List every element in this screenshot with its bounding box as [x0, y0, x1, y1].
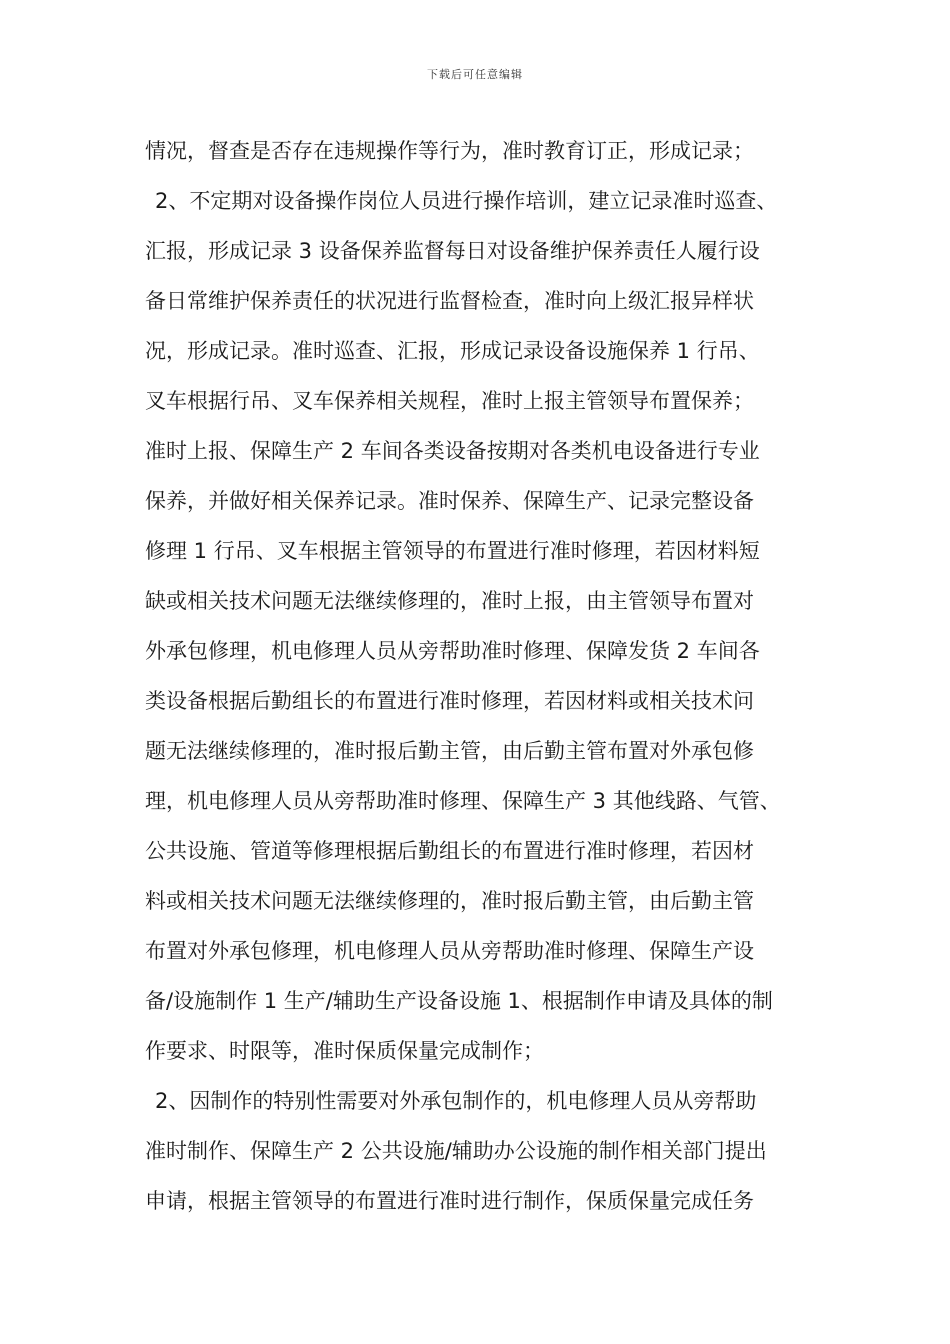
- text-line: 题无法继续修理的，准时报后勤主管，由后勤主管布置对外承包修: [145, 739, 754, 763]
- text-line: 准时上报、保障生产 2 车间各类设备按期对各类机电设备进行专业: [145, 439, 760, 463]
- text-line: 备日常维护保养责任的状况进行监督检查，准时向上级汇报异样状: [145, 289, 754, 313]
- text-line: 布置对外承包修理，机电修理人员从旁帮助准时修理、保障生产设: [145, 939, 754, 963]
- text-line: 申请，根据主管领导的布置进行准时进行制作，保质保量完成任务: [145, 1189, 754, 1213]
- text-line: 作要求、时限等，准时保质保量完成制作；: [145, 1039, 544, 1063]
- text-line: 料或相关技术问题无法继续修理的，准时报后勤主管，由后勤主管: [145, 889, 754, 913]
- text-line: 2、不定期对设备操作岗位人员进行操作培训，建立记录准时巡查、: [155, 189, 778, 213]
- text-line: 况，形成记录。准时巡查、汇报，形成记录设备设施保养 1 行吊、: [145, 339, 760, 363]
- text-line: 叉车根据行吊、叉车保养相关规程，准时上报主管领导布置保养；: [145, 389, 754, 413]
- text-line: 类设备根据后勤组长的布置进行准时修理，若因材料或相关技术问: [145, 689, 754, 713]
- text-line: 情况，督查是否存在违规操作等行为，准时教育订正，形成记录；: [145, 139, 754, 163]
- document-body: [145, 126, 810, 1226]
- text-line: 外承包修理，机电修理人员从旁帮助准时修理、保障发货 2 车间各: [145, 639, 760, 663]
- text-line: 公共设施、管道等修理根据后勤组长的布置进行准时修理，若因材: [145, 839, 754, 863]
- text-line: 准时制作、保障生产 2 公共设施/辅助办公设施的制作相关部门提出: [145, 1139, 767, 1163]
- text-line: 缺或相关技术问题无法继续修理的，准时上报，由主管领导布置对: [145, 589, 754, 613]
- text-line: 保养，并做好相关保养记录。准时保养、保障生产、记录完整设备: [145, 489, 754, 513]
- text-line: 修理 1 行吊、叉车根据主管领导的布置进行准时修理，若因材料短: [145, 539, 760, 563]
- page-header: 下载后可任意编辑: [427, 68, 523, 81]
- text-line: 理，机电修理人员从旁帮助准时修理、保障生产 3 其他线路、气管、: [145, 789, 781, 813]
- text-line: 汇报，形成记录 3 设备保养监督每日对设备维护保养责任人履行设: [145, 239, 760, 263]
- text-line: 备/设施制作 1 生产/辅助生产设备设施 1、根据制作申请及具体的制: [145, 989, 773, 1013]
- text-line: 2、因制作的特别性需要对外承包制作的，机电修理人员从旁帮助: [155, 1089, 757, 1113]
